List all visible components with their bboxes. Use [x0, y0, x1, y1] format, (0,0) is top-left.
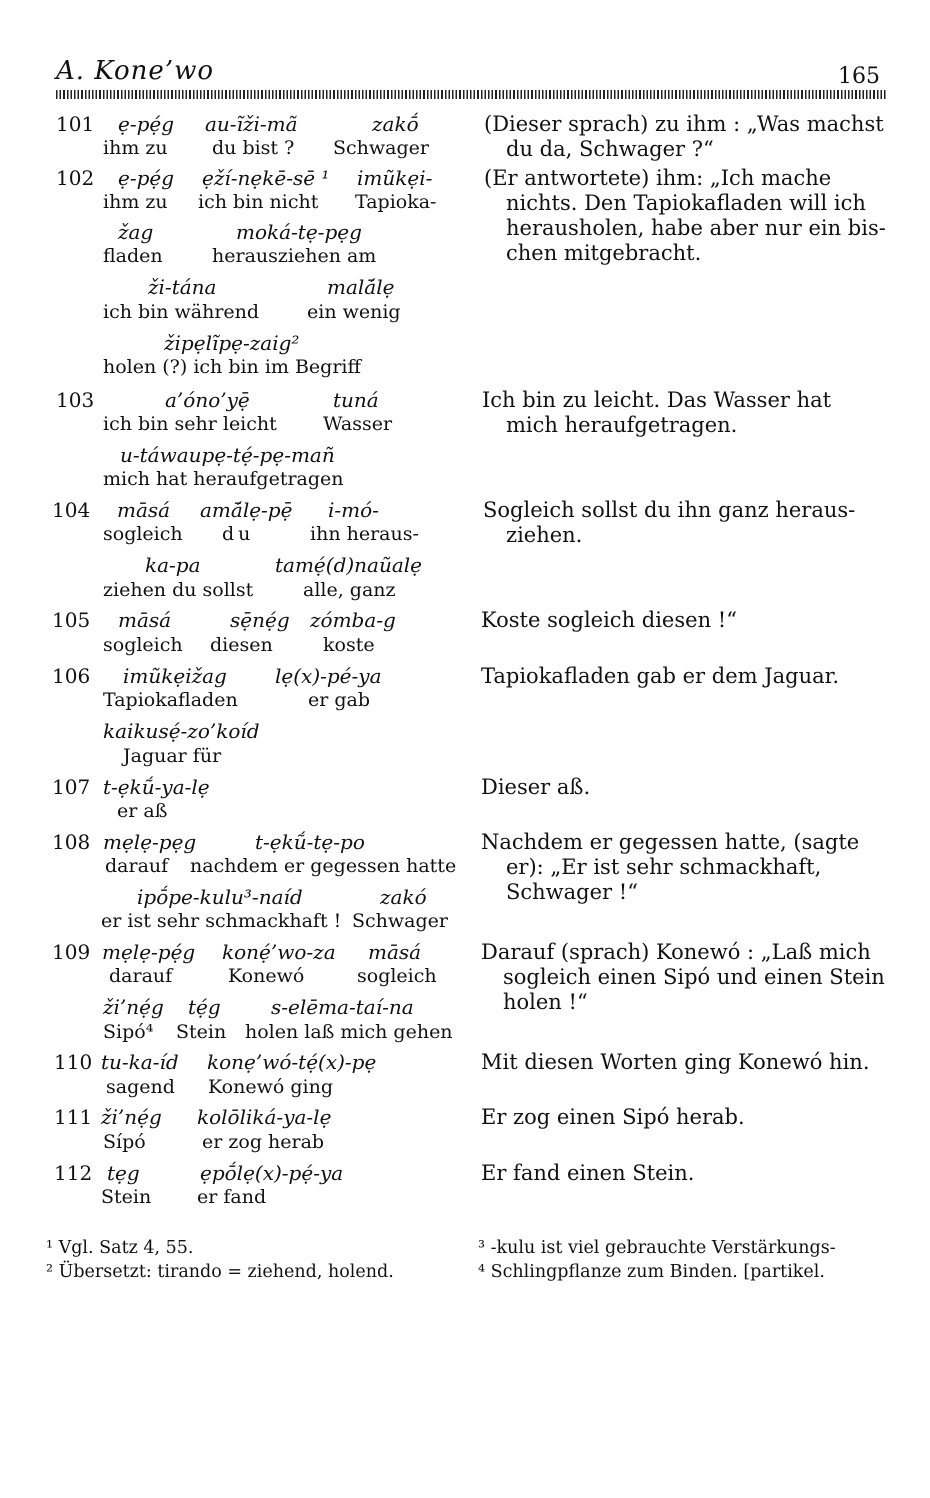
translation-line: Ich bin zu leicht. Das Wasser hat: [482, 388, 832, 412]
native-word: s-elēma-taí-na: [271, 995, 414, 1019]
native-word: žag: [118, 220, 154, 244]
gloss: nachdem er gegessen hatte: [190, 855, 457, 877]
translation-line: holen !“: [503, 990, 588, 1014]
translation-line: Er fand einen Stein.: [481, 1161, 695, 1185]
entry-number: 109: [52, 940, 91, 964]
gloss: ich bin nicht: [198, 191, 319, 213]
native-word: au-ĩži-mã: [205, 112, 298, 136]
native-word: tẹ́g: [188, 995, 221, 1019]
entry-number: 103: [56, 388, 95, 412]
gloss: Wasser: [323, 413, 393, 435]
native-word: māsá: [118, 608, 172, 632]
page-number: 165: [838, 64, 880, 89]
native-word: žipẹlĩpẹ-zaig²: [164, 331, 300, 355]
native-word: tuná: [333, 388, 379, 412]
gloss: mich hat heraufgetragen: [103, 468, 344, 490]
gloss: du: [222, 523, 255, 545]
gloss: Tapioka-: [355, 191, 437, 213]
gloss: herausziehen am: [212, 245, 377, 267]
entry-number: 106: [52, 664, 91, 688]
translation-line: (Er antwortete) ihm: „Ich mache: [484, 166, 832, 190]
translation-line: ziehen.: [506, 523, 583, 547]
header-rule: [56, 90, 886, 99]
entry-number: 101: [56, 112, 95, 136]
native-word: kolōliká-ya-lẹ: [197, 1105, 332, 1129]
gloss: ihm zu: [103, 137, 168, 159]
native-word: a’óno’yẹ̄: [165, 388, 250, 412]
gloss: ihn heraus-: [310, 523, 419, 545]
entry-number: 104: [52, 498, 91, 522]
translation-line: sogleich einen Sipó und einen Stein: [503, 965, 885, 989]
gloss: ziehen du sollst: [103, 579, 254, 601]
translation-line: Schwager !“: [506, 880, 638, 904]
native-word: ẹ-pẹ́g: [118, 112, 175, 136]
entry-number: 110: [54, 1050, 93, 1074]
gloss: holen laß mich gehen: [245, 1021, 453, 1043]
gloss: Konewó: [228, 965, 305, 987]
gloss: darauf: [109, 965, 173, 987]
translation-line: Sogleich sollst du ihn ganz heraus-: [483, 498, 856, 522]
translation-line: Er zog einen Sipó herab.: [481, 1105, 745, 1129]
gloss: ich bin während: [103, 301, 260, 323]
gloss: sogleich: [103, 634, 183, 656]
native-word: t-ẹkṹ-ya-lẹ: [103, 775, 210, 799]
native-word: imũkẹižag: [123, 664, 227, 688]
native-word: mẹlẹ-pẹg: [103, 830, 197, 854]
translation-line: Mit diesen Worten ging Konewó hin.: [481, 1050, 870, 1074]
native-word: zakṓ: [372, 112, 419, 136]
gloss: Sípó: [103, 1131, 146, 1153]
footnote-2: ² Übersetzt: tirando = ziehend, holend.: [46, 1262, 394, 1282]
translation-line: er): „Er ist sehr schmackhaft,: [506, 855, 822, 879]
entry-number: 111: [54, 1105, 93, 1129]
gloss: Konewó ging: [208, 1076, 333, 1098]
gloss: sagend: [106, 1076, 175, 1098]
translation-line: mich heraufgetragen.: [506, 413, 738, 437]
gloss: fladen: [103, 245, 163, 267]
gloss: diesen: [210, 634, 273, 656]
native-word: tu-ka-íd: [101, 1050, 179, 1074]
native-word: ži-tána: [148, 275, 217, 299]
gloss: er fand: [197, 1186, 267, 1208]
native-word: ka-pa: [145, 553, 201, 577]
native-word: i-mó-: [328, 498, 379, 522]
gloss: er ist sehr schmackhaft !: [101, 910, 342, 932]
gloss: darauf: [105, 855, 169, 877]
translation-line: Tapiokafladen gab er dem Jaguar.: [481, 664, 840, 688]
native-word: konẹ’wó-tẹ́(x)-pẹ: [207, 1050, 377, 1074]
translation-line: Koste sogleich diesen !“: [481, 608, 737, 632]
native-word: ẹpṓlẹ(x)-pẹ́-ya: [200, 1161, 344, 1185]
footnote-4: ⁴ Schlingpflanze zum Binden. [partikel.: [478, 1262, 825, 1282]
footnote-1: ¹ Vgl. Satz 4, 55.: [46, 1238, 194, 1258]
footnote-3: ³ -kulu ist viel gebrauchte Verstärkungs-: [478, 1238, 836, 1258]
native-word: ẹží-nẹkē-sē ¹: [202, 166, 330, 190]
native-word: māsá: [117, 498, 171, 522]
translation-line: du da, Schwager ?“: [506, 137, 714, 161]
native-word: imũkẹi-: [357, 166, 433, 190]
running-head: A. Kone’wo: [56, 56, 214, 86]
translation-line: nichts. Den Tapiokafladen will ich: [506, 191, 866, 215]
gloss: er aß: [117, 800, 168, 822]
entry-number: 112: [54, 1161, 93, 1185]
entry-number: 108: [52, 830, 91, 854]
translation-line: Dieser aß.: [481, 775, 591, 799]
gloss: alle, ganz: [303, 579, 396, 601]
native-word: zómba-g: [310, 608, 396, 632]
gloss: ein wenig: [307, 301, 401, 323]
native-word: zakó: [380, 885, 427, 909]
gloss: Stein: [176, 1021, 227, 1043]
native-word: māsá: [368, 940, 422, 964]
native-word: ži’nẹ́g: [103, 995, 164, 1019]
gloss: du bist ?: [212, 137, 295, 159]
entry-number: 102: [56, 166, 95, 190]
gloss: Schwager: [333, 137, 429, 159]
gloss: sogleich: [357, 965, 437, 987]
gloss: Stein: [101, 1186, 152, 1208]
gloss: holen (?) ich bin im Begriff: [103, 356, 361, 378]
gloss: Sipó⁴: [103, 1021, 154, 1043]
native-word: sẹ̄nẹ́g: [230, 608, 290, 632]
gloss: ihm zu: [103, 191, 168, 213]
gloss: er gab: [308, 689, 371, 711]
native-word: u-táwaupẹ-tẹ́-pẹ-mañ: [120, 443, 335, 467]
entry-number: 105: [52, 608, 91, 632]
translation-line: Darauf (sprach) Konewó : „Laß mich: [481, 940, 871, 964]
native-word: tẹg: [107, 1161, 140, 1185]
translation-line: chen mitgebracht.: [506, 241, 702, 265]
native-word: ẹ-pẹ́g: [118, 166, 175, 190]
translation-line: (Dieser sprach) zu ihm : „Was machst: [484, 112, 884, 136]
gloss: ich bin sehr leicht: [103, 413, 277, 435]
native-word: ipṓpe-kulu³-naíd: [137, 885, 303, 909]
native-word: tamẹ́(d)naũalẹ: [275, 553, 423, 577]
translation-line: Nachdem er gegessen hatte, (sagte: [481, 830, 860, 854]
translation-line: herausholen, habe aber nur ein bis-: [506, 216, 886, 240]
native-word: lẹ(x)-pé-ya: [275, 664, 382, 688]
native-word: t-ẹkṹ-tẹ-po: [255, 830, 365, 854]
native-word: ži’nẹ́g: [101, 1105, 162, 1129]
native-word: moká-tẹ-pẹg: [236, 220, 362, 244]
native-word: amā́lẹ-pẹ̄: [200, 498, 293, 522]
gloss: Schwager: [352, 910, 448, 932]
native-word: konẹ́’wo-za: [222, 940, 336, 964]
gloss: Jaguar für: [123, 745, 222, 767]
native-word: kaikusẹ́-zo’koíd: [103, 719, 260, 743]
native-word: malā́lẹ: [327, 275, 395, 299]
native-word: mẹlẹ-pẹ́g: [102, 940, 196, 964]
gloss: Tapiokafladen: [103, 689, 238, 711]
gloss: koste: [323, 634, 375, 656]
gloss: er zog herab: [202, 1131, 325, 1153]
gloss: sogleich: [103, 523, 183, 545]
entry-number: 107: [52, 775, 91, 799]
